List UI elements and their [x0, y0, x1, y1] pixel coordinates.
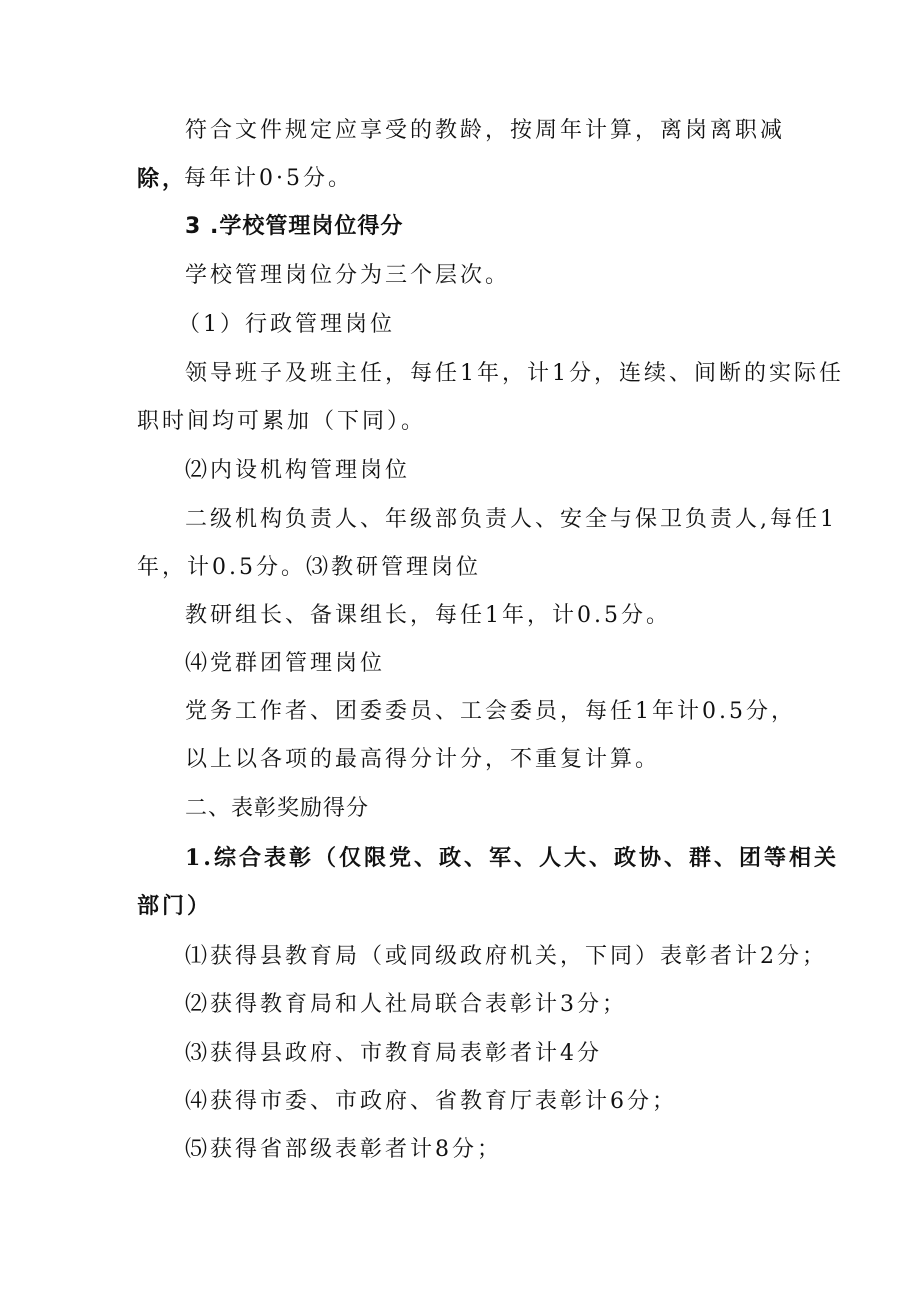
list-item: ⑶获得县政府、市教育局表彰者计4分 [185, 1041, 602, 1066]
chapter-heading: 二、表彰奖励得分 [185, 796, 370, 821]
paragraph-line: 领导班子及班主任，每任1年，计1分，连续、间断的实际任 [185, 361, 844, 386]
paragraph-line: 每年计0·5分。 [184, 166, 353, 191]
list-item: ⑷获得市委、市政府、省教育厅表彰计6分； [185, 1089, 677, 1114]
subsection-heading: ⑵内设机构管理岗位 [185, 458, 411, 483]
list-item: ⑵获得教育局和人社局联合表彰计3分； [185, 992, 627, 1017]
paragraph-line: 年，计0.5分。⑶教研管理岗位 [137, 555, 481, 580]
paragraph-line: 职时间均可累加（下同）。 [137, 409, 427, 434]
section-heading: 3 .学校管理岗位得分 [185, 214, 404, 239]
list-item: ⑴获得县教育局（或同级政府机关，下同）表彰者计2分； [185, 944, 827, 969]
subsection-heading: ⑷党群团管理岗位 [185, 651, 386, 676]
subsection-heading: （1）行政管理岗位 [178, 312, 395, 337]
paragraph-line: 二级机构负责人、年级部负责人、安全与保卫负责人,每任1 [185, 507, 837, 532]
paragraph-line: 学校管理岗位分为三个层次。 [185, 263, 511, 288]
list-item: ⑸获得省部级表彰者计8分； [185, 1137, 502, 1162]
paragraph-line-bold-start: 除， [137, 166, 188, 192]
section-heading: 部门） [137, 893, 213, 919]
section-heading: 1.综合表彰（仅限党、政、军、人大、政协、群、团等相关 [185, 845, 839, 871]
paragraph-line: 党务工作者、团委委员、工会委员，每任1年计0.5分， [185, 699, 796, 724]
paragraph-line: 符合文件规定应享受的教龄，按周年计算，离岗离职减 [185, 118, 786, 143]
paragraph-line: 教研组长、备课组长，每任1年，计0.5分。 [185, 603, 671, 628]
paragraph-line: 以上以各项的最高得分计分，不重复计算。 [185, 747, 661, 772]
